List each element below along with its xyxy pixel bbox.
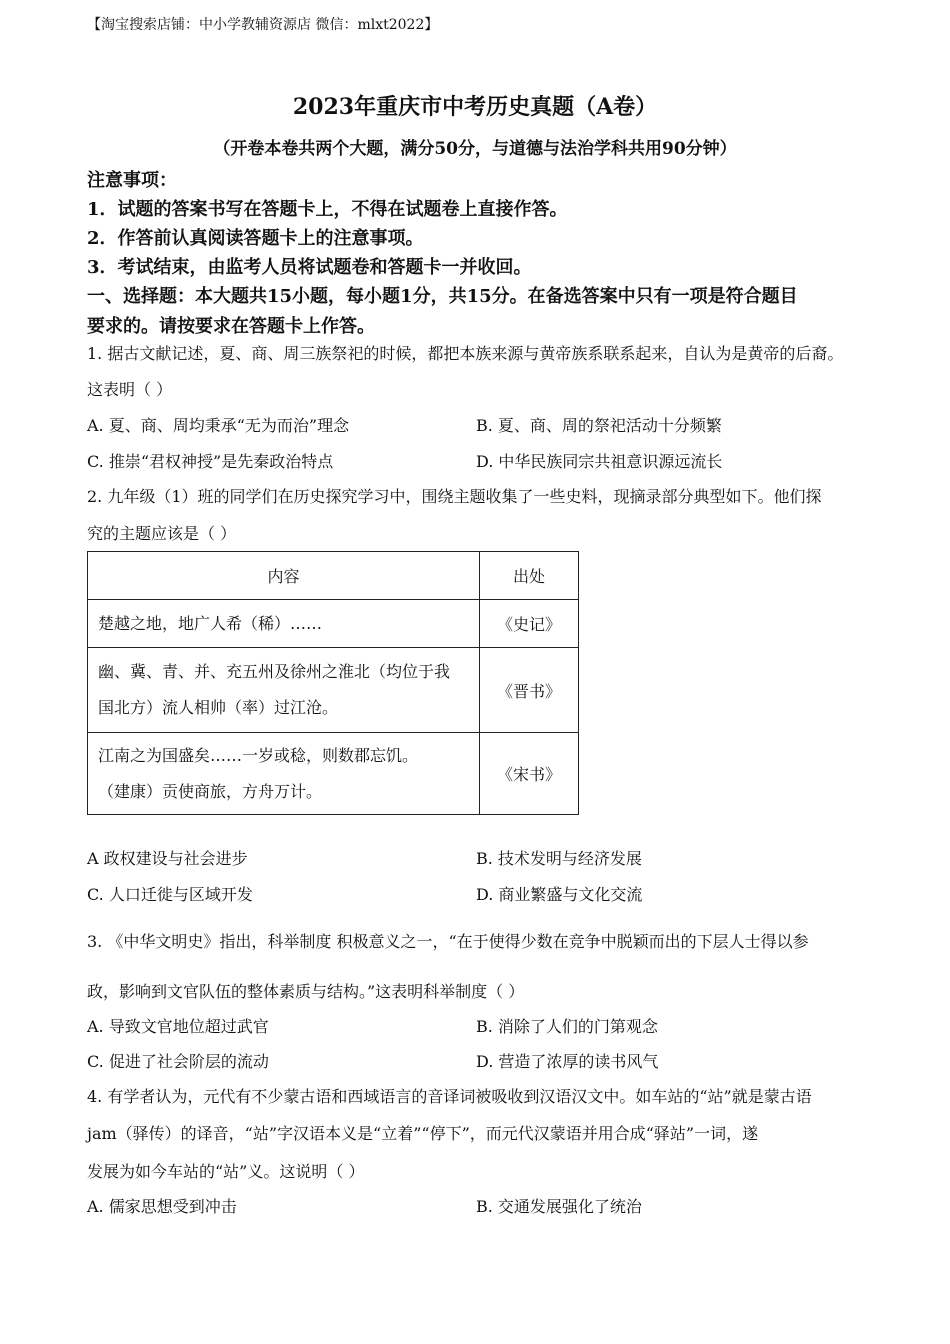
header-note: 【淘宝搜索店铺：中小学教辅资源店 微信：mlxt2022】 [87,17,439,33]
cell-text: （建康）贡使商旅，方舟万计。 [98,781,323,801]
question-3-stem-cont: 政，影响到文官队伍的整体素质与结构。”这表明科举制度（ ） [87,982,525,1001]
question-4-stem: 4. 有学者认为，元代有不少蒙古语和西域语言的音译词被吸收到汉语汉文中。如车站的“站”就是蒙古语 [87,1087,812,1106]
question-3-option-c: C. 促进了社会阶层的流动 [87,1052,269,1071]
table-cell-source: 《史记》 [480,600,579,648]
table-cell-source: 《晋书》 [480,648,579,733]
question-1-stem-cont: 这表明（ ） [87,380,173,399]
question-2-stem-cont: 究的主题应该是（ ） [87,524,237,543]
notice-item: 1．试题的答案书写在答题卡上，不得在试题卷上直接作答。 [87,199,568,220]
question-1-stem: 1. 据古文献记述，夏、商、周三族祭祀的时候，都把本族来源与黄帝族系联系起来，自认为是黄帝的后裔。 [87,344,844,363]
table-cell-content [88,733,480,815]
question-2-option-d: D. 商业繁盛与文化交流 [476,885,643,904]
notice-heading: 注意事项： [87,170,177,191]
source-table [87,551,579,815]
table-header-row [88,552,579,600]
table-cell-content [88,600,480,648]
question-2-option-c: C. 人口迁徙与区域开发 [87,885,253,904]
question-1-option-b: B. 夏、商、周的祭祀活动十分频繁 [476,416,722,435]
section-heading: 一、选择题：本大题共15小题，每小题1分，共15分。在备选答案中只有一项是符合题目 [87,286,798,307]
section-heading-cont: 要求的。请按要求在答题卡上作答。 [87,316,375,337]
notice-item: 2．作答前认真阅读答题卡上的注意事项。 [87,228,424,249]
cell-text: 楚越之地，地广人希（稀）…… [98,613,323,633]
question-3-option-b: B. 消除了人们的门第观念 [476,1017,658,1036]
cell-text: 江南之为国盛矣……一岁或稔，则数郡忘饥。 [98,745,419,765]
question-2-stem: 2. 九年级（1）班的同学们在历史探究学习中，围绕主题收集了一些史料，现摘录部分典型如下。他们探 [87,487,822,506]
question-2-option-a: A 政权建设与社会进步 [87,849,248,868]
table-row [88,648,579,733]
page-subtitle: （开卷本卷共两个大题，满分50分，与道德与法治学科共用90分钟） [213,139,737,159]
question-3-option-d: D. 营造了浓厚的读书风气 [476,1052,659,1071]
question-4-stem-cont: jam（驿传）的译音，“站”字汉语本义是“立着”“停下”，而元代汉蒙语并用合成“驿站”一词，遂 [87,1124,759,1143]
table-cell-content [88,648,480,733]
question-4-option-a: A. 儒家思想受到冲击 [87,1197,237,1216]
question-3-option-a: A. 导致文官地位超过武官 [87,1017,269,1036]
cell-text: 国北方）流人相帅（率）过江沧。 [98,698,339,717]
question-1-option-c: C. 推崇“君权神授”是先秦政治特点 [87,452,334,471]
question-4-stem-cont: 发展为如今车站的“站”义。这说明（ ） [87,1162,365,1181]
cell-text: 幽、冀、青、并、充五州及徐州之淮北（均位于我 [98,662,451,681]
table-header-content: 内容 [88,552,480,600]
question-1-option-d: D. 中华民族同宗共祖意识源远流长 [476,452,723,471]
page-title: 2023年重庆市中考历史真题（A卷） [292,94,658,120]
notice-item: 3．考试结束，由监考人员将试题卷和答题卡一并收回。 [87,257,532,278]
question-4-option-b: B. 交通发展强化了统治 [476,1197,642,1216]
table-header-source: 出处 [480,552,579,600]
question-2-option-b: B. 技术发明与经济发展 [476,849,642,868]
question-1-option-a: A. 夏、商、周均秉承“无为而治”理念 [87,416,350,435]
table-row [88,733,579,815]
question-3-stem: 3. 《中华文明史》指出，科举制度 积极意义之一，“在于使得少数在竞争中脱颖而出的下层人士得以参 [87,932,809,951]
table-row [88,600,579,648]
table-cell-source: 《宋书》 [480,733,579,815]
